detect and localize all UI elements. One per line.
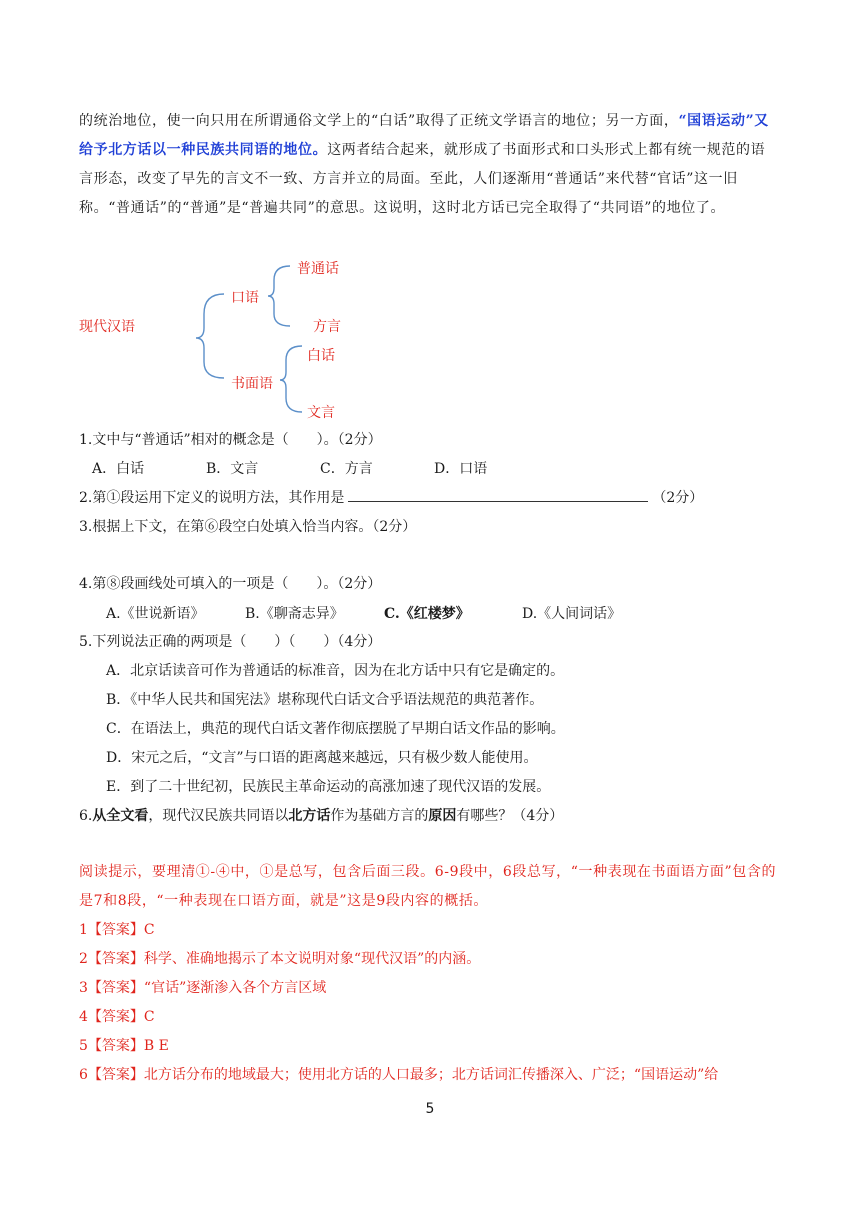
question-1-options bbox=[92, 459, 487, 479]
diagram-vernacular-label: 白话 bbox=[307, 348, 335, 364]
q1-option-a: A．白话 bbox=[92, 461, 145, 477]
question-1: 1.文中与“普通话”相对的概念是（ ）。（2分） bbox=[79, 432, 382, 448]
diagram-spoken-label: 口语 bbox=[231, 290, 259, 306]
q5-option-e: E．到了二十世纪初，民族民主革命运动的高涨加速了现代汉语的发展。 bbox=[106, 779, 551, 795]
q6-text-3: 有哪些？（4分） bbox=[456, 808, 564, 824]
question-2-score: （2分） bbox=[652, 490, 704, 506]
page-number: 5 bbox=[425, 1101, 435, 1117]
answer-tag: 【答案】 bbox=[87, 1067, 144, 1083]
answer-text: C bbox=[143, 1009, 155, 1025]
answer-tag: 【答案】 bbox=[87, 1009, 144, 1025]
q4-option-a: A.《世说新语》 bbox=[106, 606, 205, 622]
question-2 bbox=[79, 488, 703, 508]
answer-3 bbox=[79, 978, 326, 998]
answer-4 bbox=[79, 1007, 155, 1027]
q4-option-c: C.《红楼梦》 bbox=[384, 606, 470, 622]
q5-option-c: C．在语法上，典范的现代白话文著作彻底摆脱了早期白话文作品的影响。 bbox=[106, 721, 565, 737]
q6-text-1: ，现代汉民族共同语以 bbox=[148, 808, 289, 824]
q5-option-a: A．北京话读音可作为普通话的标准音，因为在北方话中只有它是确定的。 bbox=[106, 663, 565, 679]
q5-option-b: B．《中华人民共和国宪法》堪称现代白话文合乎语法规范的典范著作。 bbox=[106, 692, 544, 708]
answer-text: 北方话分布的地域最大；使用北方话的人口最多；北方话词汇传播深入、广泛；“国语运动”给 bbox=[143, 1067, 719, 1083]
question-6 bbox=[79, 806, 563, 826]
answer-5 bbox=[79, 1036, 169, 1056]
q1-option-b: B．文言 bbox=[206, 461, 259, 477]
answer-text: B E bbox=[143, 1038, 169, 1054]
answer-2 bbox=[79, 949, 480, 969]
answer-6 bbox=[79, 1065, 718, 1085]
q1-option-d: D．口语 bbox=[434, 461, 488, 477]
question-5: 5.下列说法正确的两项是（ ）（ ）（4分） bbox=[79, 634, 382, 650]
answer-text: “官话”逐渐渗入各个方言区域 bbox=[143, 980, 327, 996]
passage-text-2: 这两者结合起来，就形成了书面形式和口头形式上都有统一规范的语言形态，改变了早先的言文不一致、方言并立的局面。至此，人们逐渐用“普通话”来代替“官话”这一旧称。“普通话”的“普通”是“普遍共同”的意思。这说明，这时北方话已完全取得了“共同语”的地位了。 bbox=[79, 142, 766, 216]
q6-emphasis-2: 北方话 bbox=[288, 808, 331, 824]
diagram-root-label: 现代汉语 bbox=[79, 319, 135, 335]
passage-text-1: 的统治地位，使一向只用在所谓通俗文学上的“白话”取得了正统文学语言的地位；另一方面， bbox=[79, 113, 679, 129]
diagram-dialect-label: 方言 bbox=[313, 319, 341, 335]
q4-option-d: D.《人间词话》 bbox=[522, 606, 622, 622]
answer-num: 6 bbox=[79, 1067, 88, 1083]
answer-tag: 【答案】 bbox=[87, 980, 144, 996]
q6-text-2: 作为基础方言的 bbox=[330, 808, 429, 824]
q6-number: 6. bbox=[79, 808, 93, 824]
answer-text: 科学、准确地揭示了本文说明对象“现代汉语”的内涵。 bbox=[143, 951, 481, 967]
answer-blank-line bbox=[348, 488, 648, 502]
diagram-written-label: 书面语 bbox=[231, 376, 273, 392]
answer-num: 3 bbox=[79, 980, 88, 996]
q6-emphasis-1: 从全文看 bbox=[92, 808, 149, 824]
question-4: 4.第⑧段画线处可填入的一项是（ ）。（2分） bbox=[79, 576, 382, 592]
question-2-text: 2.第①段运用下定义的说明方法，其作用是 bbox=[79, 490, 345, 506]
passage-paragraph bbox=[79, 107, 779, 223]
answer-num: 5 bbox=[79, 1038, 88, 1054]
answer-text: C bbox=[143, 922, 155, 938]
answer-num: 2 bbox=[79, 951, 88, 967]
diagram-mandarin-label: 普通话 bbox=[297, 261, 339, 277]
q4-option-b: B.《聊斋志异》 bbox=[245, 606, 344, 622]
q1-option-c: C．方言 bbox=[320, 461, 373, 477]
answer-1 bbox=[79, 920, 155, 940]
passage-highlight: “国语运动”又给予北方话以一种民族共同语的地位。 bbox=[79, 113, 769, 158]
diagram-classical-label: 文言 bbox=[307, 405, 335, 421]
answer-num: 1 bbox=[79, 922, 88, 938]
question-4-options bbox=[106, 604, 621, 624]
reading-hint: 阅读提示，要理清①-④中，①是总写，包含后面三段。6-9段中，6段总写，“一种表现在书面语方面”包含的是7和8段，“一种表现在口语方面，就是”这是9段内容的概括。 bbox=[79, 864, 777, 909]
q5-option-d: D．宋元之后，“文言”与口语的距离越来越远，只有极少数人能使用。 bbox=[106, 750, 538, 766]
question-3: 3.根据上下文，在第⑥段空白处填入恰当内容。（2分） bbox=[79, 519, 417, 535]
answer-tag: 【答案】 bbox=[87, 922, 144, 938]
answer-tag: 【答案】 bbox=[87, 951, 144, 967]
q6-emphasis-3: 原因 bbox=[428, 808, 457, 824]
answer-tag: 【答案】 bbox=[87, 1038, 144, 1054]
answer-num: 4 bbox=[79, 1009, 88, 1025]
